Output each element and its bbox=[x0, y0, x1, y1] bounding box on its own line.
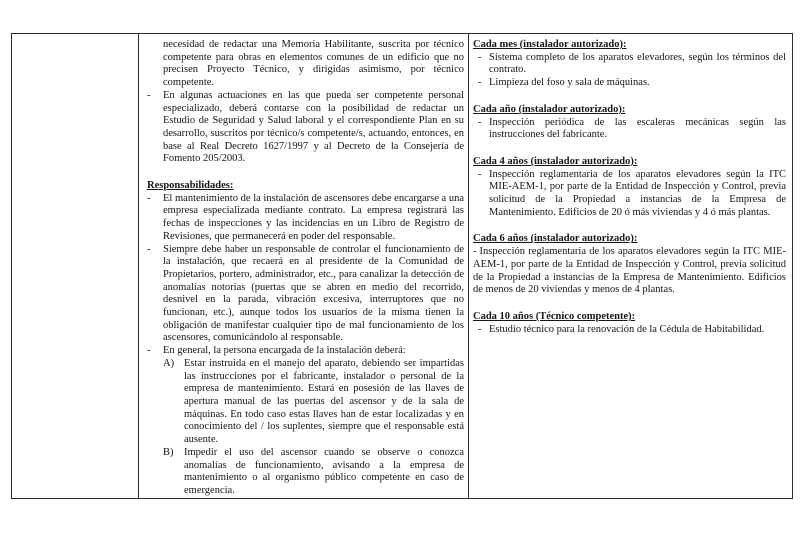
list-item-text: Inspección reglamentaria de los aparatos elevadores según la ITC MIE-AEM-1, por parte de la Entidad de Inspección y Control, previa solicitud de la Propiedad a instancias de la Empresa de Mantenimiento. Edificios de 20 ó más viviendas y 4 ó más plantas. bbox=[489, 168, 786, 218]
document-table bbox=[11, 33, 793, 499]
bullet-dash: - bbox=[478, 168, 482, 180]
bullet-dash: - bbox=[147, 89, 151, 101]
list-item bbox=[473, 52, 786, 77]
list-item-text: Estudio técnico para la renovación de la Cédula de Habitabilidad. bbox=[489, 323, 765, 335]
responsibilities-heading: Responsabilidades: bbox=[147, 180, 234, 192]
duty-text: Impedir el uso del ascensor cuando se observe o conozca anomalías de funcionamiento, avisando a la empresa de mantenimiento o al organismo público competente en caso de emergencia. bbox=[184, 446, 464, 496]
list-item-text: Siempre debe haber un responsable de controlar el funcionamiento de la instalación, que recaerá en al presidente de la Comunidad de Propietarios, portero, administrador, etc., para canalizar la detección de anomalías notorias (puertas que se abren en medio del recorrido, desnivel en la parada, vibración excesiva, interruptores que no funcionan, etc.), aunque todos los usuarios de la misma tienen la obligación de manifestar cualquier tipo de mal funcionamiento de los ascensores, comunicándolo al responsable. bbox=[163, 243, 464, 344]
duty-item-a bbox=[163, 358, 464, 447]
inspection-section-monthly bbox=[473, 39, 786, 90]
section-heading: Cada año (instalador autorizado): bbox=[473, 103, 626, 115]
bullet-dash: - bbox=[478, 116, 482, 128]
inspection-section-yearly bbox=[473, 104, 786, 142]
duty-label: A) bbox=[163, 357, 175, 369]
duty-text: Estar instruida en el manejo del aparato, debiendo ser impartidas las instrucciones por el fabricante, instalador o personal de la empresa de mantenimiento. Estará en posesión de las llaves de apertura manual de las puertas del ascensor y de la sala de máquinas. En todo caso estas llaves han de estar localizadas y en conocimiento del / los suplentes, siempre que el responsable está ausente. bbox=[184, 357, 464, 446]
section-heading: Cada 10 años (Técnico competente): bbox=[473, 310, 636, 322]
inspection-section-10-years bbox=[473, 311, 786, 336]
list-item-text: Inspección periódica de las escaleras mecánicas según las instrucciones del fabricante. bbox=[489, 116, 786, 141]
list-item-text: El mantenimiento de la instalación de ascensores debe encargarse a una empresa especializada mediante contrato. La empresa registrará las fechas de inspecciones y las incidencias en un Libro de Registro de Revisiones, que permanecerá en poder del responsable. bbox=[163, 192, 464, 242]
list-item-text: Limpieza del foso y sala de máquinas. bbox=[489, 77, 650, 89]
list-item-text: Sistema completo de los aparatos elevadores, según los términos del contrato. bbox=[489, 51, 786, 76]
inspection-section-6-years bbox=[473, 233, 786, 297]
table-cell-empty bbox=[12, 34, 139, 498]
continuation-paragraph: necesidad de redactar una Memoria Habilitante, suscrita por técnico competente para obras en elementos comunes de un edificio que no precisen Proyecto Técnico, y dirigidas asimismo, por técnico competente. bbox=[163, 39, 464, 89]
list-item bbox=[473, 169, 786, 220]
bullet-dash: - bbox=[473, 246, 477, 258]
list-item bbox=[147, 345, 464, 358]
list-item bbox=[473, 324, 786, 337]
bullet-dash: - bbox=[478, 51, 482, 63]
table-cell-responsibilities bbox=[139, 34, 469, 498]
table-cell-inspections bbox=[469, 34, 792, 498]
flush-item-text: Inspección reglamentaria de los aparatos elevadores según la ITC MIE-AEM-1, por parte de la Entidad de Inspección y Control, previa solicitud de la Propiedad a instancias de la Empresa de Mantenimiento. Edificios de menos de 20 viviendas y menos de 4 plantas. bbox=[473, 246, 786, 296]
bullet-dash: - bbox=[147, 243, 151, 255]
list-item bbox=[473, 117, 786, 142]
section-heading: Cada 6 años (instalador autorizado): bbox=[473, 233, 638, 245]
list-item bbox=[147, 244, 464, 346]
section-heading: Cada mes (instalador autorizado): bbox=[473, 39, 627, 50]
duty-label: B) bbox=[163, 446, 174, 458]
bullet-dash: - bbox=[478, 323, 482, 335]
section-heading: Cada 4 años (instalador autorizado): bbox=[473, 155, 638, 167]
list-item bbox=[147, 193, 464, 244]
inspection-section-4-years bbox=[473, 156, 786, 220]
list-item-text: En general, la persona encargada de la instalación deberá: bbox=[163, 345, 406, 357]
bullet-dash: - bbox=[147, 192, 151, 204]
list-item bbox=[147, 90, 464, 166]
bullet-dash: - bbox=[478, 77, 482, 89]
list-item bbox=[473, 77, 786, 90]
bullet-dash: - bbox=[147, 345, 151, 357]
list-item-text bbox=[473, 246, 786, 297]
list-item-text: En algunas actuaciones en las que pueda ser competente personal especializado, deberá contarse con la posibilidad de redactar un Estudio de Seguridad y Salud laboral y el correspondiente Plan en su desarrollo, suscritos por técnico/s competente/s, actuando, entonces, en base al Real Decreto 1627/1997 y al Decreto de la Consejería de Fomento 205/2003. bbox=[163, 89, 464, 165]
duty-item-b bbox=[163, 447, 464, 498]
